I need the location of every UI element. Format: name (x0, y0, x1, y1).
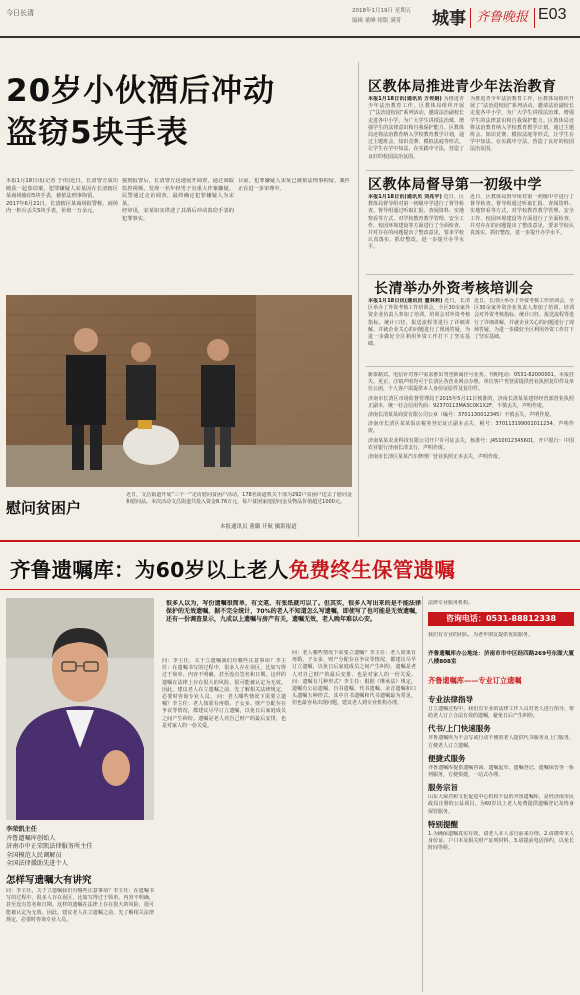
section-label-left: 今日长清 (6, 9, 34, 17)
feature-col-1 (162, 658, 286, 992)
notice-5: 济南市长清区某某汽车修理厂营业执照正本丢失，声明作废。 (368, 454, 504, 461)
masthead-divider-2 (534, 8, 535, 28)
news-c-body-cont: 近日，长清区举办了外资考核工作培训会，全区30余家外资企业负责人参加了培训。培训会对外资考核指标、统计口径、报送流程等进行了详细讲解，并就企业关心的问题进行了现场答疑，为进一步做好全区利用外资工作打下了坚实基础。 (474, 298, 574, 341)
news-c-byline: 本报1月18日讯(通讯员 董林莉) (368, 298, 443, 304)
person-title-4: 全国法律援助先进个人 (6, 860, 68, 868)
masthead (0, 0, 580, 38)
date-line: 2018年1月19日 星期五 (352, 8, 412, 14)
service-5 (428, 819, 574, 853)
poverty-visit-photo (6, 295, 352, 487)
contact-phone-box (428, 612, 574, 626)
feature-body-mid-b: 问：老人哪些情况下需要立遗嘱？李主任：老人如果有再婚、子女多、财产分配存在争议等情况，都建议尽早订立遗嘱，以免日后家庭成员之间产生纠纷。遗嘱是老人对自己财产的最后安排，也是对家人的一份关爱。 (292, 650, 416, 678)
headline-1-para-3: 接到报警后，长清警方迅速展开调查，通过调取监控视频，发现一名年轻男子有重大作案嫌疑。民警通过走访调查，最终确定犯罪嫌疑人为宋某。 (122, 178, 234, 207)
news-c-title: 长清举办外资考核培训会 (374, 281, 534, 297)
news-a-title: 区教体局推进青少年法治教育 (368, 79, 557, 95)
news-divider-1 (366, 170, 574, 171)
notice-2: 济南长清某某商贸有限公司公章（编号：3701130012345）不慎丢失，声明作废。 (368, 412, 555, 419)
feature-title-prefix: 齐鲁遗嘱库：为60岁以上老人 (10, 558, 289, 582)
qa-left-column (6, 888, 154, 992)
person-title-2: 济南市中正荣凯法律服务所主任 (6, 843, 93, 851)
qa-heading: 怎样写遗嘱大有讲究 (6, 875, 92, 886)
news-a-col-1 (368, 96, 464, 166)
headline-1-col-1 (6, 178, 118, 280)
news-b-body: 近日，区教体局督导组对第一初级中学进行了督导检查。督导组通过听取汇报、查阅资料、实地察看等方式，对学校教育教学管理、安全工作、校园环境建设等方面进行了全面检查，并对存在的问题提出了整改意见，要求学校认真落实、抓好整改，进一步提升办学水平。 (368, 194, 464, 251)
headline-1-para-5: 目前，犯罪嫌疑人宋某已被依法刑事拘留，案件正在进一步审理中。 (238, 178, 350, 192)
masthead-divider (470, 8, 471, 28)
service-5-body: 1.为确保遗嘱真实有效，请老人本人亲自前来办理。2.请携带本人身份证、户口本及相关财产证明材料。3.请提前电话预约，以免长时间等候。 (428, 830, 574, 852)
service-4 (428, 782, 574, 816)
service-2-body: 齐鲁遗嘱库为不会写或行动不便的老人提供代书服务及上门服务，方便老人订立遗嘱。 (428, 735, 574, 749)
service-4-body: 山东大舜君和文化促进中心机构下设的齐鲁遗嘱库，是经济南市民政局注册的公益项目，为60岁以上老人免费提供遗嘱登记及终身保管服务。 (428, 794, 574, 815)
news-a-body-cont: 为推进青少年法治教育工作，区教体局组织开展了“法治进校园”系列活动，邀请法治副校长走进各中小学，为广大学生讲授法治课，增强学生的法律意识和自我保护能力。区教体局还将法治教育纳入学校教育教学计划，通过主题班会、知识竞赛、模拟法庭等形式，让学生在学中知法、在实践中守法，营造了良好的校园法治氛围。 (470, 96, 574, 153)
service-4-title: 服务宗旨 (428, 783, 458, 793)
notice-1: 济南市长清区市场监督管理局于2015年5月11日核准的，济南长清某某建材经营部营业执照正副本，统一社会信用代码：92370113MA3C0K1X2F，不慎丢失，声明作废。 (368, 395, 574, 409)
li-rongkai-portrait (6, 598, 154, 820)
qa-left-body: 问：李主任，关于立遗嘱我们有哪些注意事项？李主任：在遗嘱书写的过程中，很多人存在误区，比如写得过于简单、内容不明确，甚至没有签名和日期。这样的遗嘱在法律上存在很大的风险，很可能被认定为无效。因此，建议老人在立遗嘱之前，先了解相关法律规定，必要时咨询专业人员。 (6, 888, 154, 923)
headline-1-para-1: 本报1月18日讯(记者 于伟)近日，长清警方成功破获一起盗窃案，犯罪嫌疑人宋某因在长清辖区某商场偷窃5块手表，被依法刑事拘留。 (6, 178, 118, 200)
feature-col-2 (292, 650, 416, 992)
headline-1-para-4: 经审讯，宋某如实供述了其酒后冲动盗窃手表的犯罪事实。 (122, 208, 234, 222)
headline-1-col-3 (238, 178, 350, 280)
service-3-title: 便捷式服务 (428, 753, 466, 763)
service-2 (428, 723, 574, 749)
contact-address: 齐鲁遗嘱库办公地址：济南市市中区经四路269号东图大厦八楼808室 (428, 651, 574, 665)
editors-line: 编辑 董峰 组版 满菁 (352, 18, 402, 24)
section-name: 城事 (432, 9, 466, 29)
news-a-byline: 本报1月18日讯(通讯员 万传娟) (368, 96, 442, 102)
feature-body-mid-a: 问：老人哪些情况下需要立遗嘱？李主任：老人如果有再婚、子女多、财产分配存在争议等情况，都建议尽早订立遗嘱，以免日后家庭成员之间产生纠纷。遗嘱是老人对自己财产的最后安排，也是对家人的一份关爱。 (162, 694, 286, 729)
poverty-visit-image (6, 295, 352, 487)
feature-top-rule (0, 540, 580, 542)
person-title-1: 齐鲁遗嘱库创始人 (6, 834, 56, 842)
feature-title (10, 553, 575, 583)
service-3-body: 齐鲁遗嘱库提供遗嘱咨询、遗嘱起草、遗嘱登记、遗嘱保管等一系列服务，方便快捷，一站式办理。 (428, 764, 574, 779)
paper-name: 齐鲁晚报 (476, 10, 529, 25)
contact-phone[interactable]: 0531-88812338 (485, 614, 557, 623)
photo-1-credit: 本报通讯员 董璐 开航 摄影报道 (220, 524, 297, 530)
news-c-col-2 (474, 298, 574, 360)
person-caption (6, 826, 154, 869)
service-5-title: 特别提醒 (428, 819, 458, 829)
services-list (428, 694, 574, 992)
news-b-title: 区教体局督导第一初级中学 (368, 177, 542, 193)
contact-intro: 法律专业服务机构。 (428, 600, 474, 606)
masthead-rule (0, 36, 580, 38)
news-b-body-cont: 近日，区教体局督导组对第一初级中学进行了督导检查。督导组通过听取汇报、查阅资料、实地察看等方式，对学校教育教学管理、安全工作、校园环境建设等方面进行了全面检查，并对存在的问题提出了整改意见，要求学校认真落实、抓好整改，进一步提升办学水平。 (470, 194, 574, 237)
headline-1-para-2: 2017年6月21日，长清辖区某商场报警称，商场内一柜台丢失5块手表，价值一万余元。 (6, 200, 118, 215)
notice-3: 济南市长清区某某饭店税务登记证正副本丢失，税号：370113199001011234，声明作废。 (368, 421, 574, 435)
contact-phone-label: 咨询电话： (445, 614, 486, 623)
contact-note: 我们有专业的团队，为老年朋友提供优质服务。 (428, 632, 534, 638)
person-name: 李荣凯主任 (6, 826, 37, 833)
person-title-3: 全国模范人民调解员 (6, 851, 62, 859)
notices-intro: 新泰路宾、电信针对客户需求推出刊登新闻挂号业务。刊期电话：0531-82000001。本报挂失、更正、注销声明均可于长清区各营业网点办理。单位客户刊登需提供营业执照复印件及单位公函，个人客户需提供本人身份证原件及复印件。 (368, 372, 574, 393)
photo-1-big-caption: 慰问贫困户 (6, 499, 82, 517)
news-divider-2 (366, 274, 574, 275)
news-c-col-1 (368, 298, 470, 360)
news-b-byline: 本报1月18日讯(通讯员 刘兆宇) (368, 194, 442, 200)
news-c-body: 近日，长清区举办了外资考核工作培训会，全区30余家外资企业负责人参加了培训。培训会对外资考核指标、统计口径、报送流程等进行了详细讲解，并就企业关心的问题进行了现场答疑，为进一步做好全区利用外资工作打下了坚实基础。 (368, 298, 470, 348)
service-3 (428, 753, 574, 779)
feature-intro: 很多人以为，写份遗嘱很简单，有文笔、有张纸就可以了。但其实，很多人写出来的是不能法律保护的无效遗嘱，据不完全统计，70%的老人不知道怎么写遗嘱，即使写了也可能是无效遗嘱，还有一份调查显示，九成以上遗嘱与房产有关，遗嘱无效，老人晚年难以心安。 (166, 600, 421, 624)
headline-1-line-1: 20岁小伙酒后冲动 (6, 73, 276, 109)
news-a-col-2 (470, 96, 574, 166)
column-divider (358, 62, 359, 537)
feature-title-rule (0, 589, 580, 590)
service-1-title: 专业法律指导 (428, 695, 473, 704)
news-divider-3 (366, 366, 574, 367)
li-rongkai-photo (6, 598, 154, 820)
news-a-body: 为推进青少年法治教育工作，区教体局组织开展了“法治进校园”系列活动，邀请法治副校长走进各中小学，为广大学生讲授法治课，增强学生的法律意识和自我保护能力。区教体局还将法治教育纳入学校教育教学计划，通过主题班会、知识竞赛、模拟法庭等形式，让学生在学中知法、在实践中守法，营造了良好的校园法治氛围。 (368, 96, 464, 160)
feature-body-left-cont: 问：李主任，关于立遗嘱我们有哪些注意事项？李主任：在遗嘱书写的过程中，很多人存在误区，比如写得过于简单、内容不明确，甚至没有签名和日期。这样的遗嘱在法律上存在很大的风险，很可能被认定为无效。因此，建议老人在立遗嘱之前，先了解相关法律规定，必要时咨询专业人员。 (162, 658, 286, 701)
feature-column-divider (422, 596, 423, 992)
feature-body-right: 问：遗嘱有几种形式？李主任：根据《继承法》规定，遗嘱有公证遗嘱、自书遗嘱、代书遗嘱、录音遗嘱和口头遗嘱五种形式。其中自书遗嘱和代书遗嘱最为常见，但也最容易出现问题，建议老人到专业机构办理。 (292, 678, 416, 707)
headline-1-col-2 (122, 178, 234, 280)
news-b-col-1 (368, 194, 464, 270)
notices-block (368, 372, 574, 536)
service-1 (428, 694, 574, 720)
news-b-col-2 (470, 194, 574, 270)
headline-1-line-2: 盗窃5块手表 (6, 115, 189, 151)
service-1-body: 订立遗嘱过程中，我们有专业的法律工作人员对老人进行指导，帮助老人订立合法有效的遗嘱，避免日后产生纠纷。 (428, 706, 574, 720)
feature-title-highlight: 免费终生保管遗嘱 (288, 558, 456, 582)
service-2-title: 代书/上门快速服务 (428, 724, 491, 734)
notice-4: 济南某某农业科技有限公司开户许可证丢失，核准号：J4510012345601，开户银行：中国农业银行济南长清支行，声明作废。 (368, 437, 574, 451)
page-number: E03 (538, 6, 567, 23)
headline-1 (6, 70, 351, 154)
contact-tagline: 齐鲁遗嘱库——专业订立遗嘱 (428, 676, 522, 685)
photo-1-caption: 近日，文昌街道开展“三个一”走访慰问贫困户活动，178名街道机关干部为292户贫困户送去了慰问金和慰问品。本次活动文昌街道共投入资金8.76万元，每户贫困家庭慰问金及物品价值超过1000元。 (126, 492, 352, 506)
